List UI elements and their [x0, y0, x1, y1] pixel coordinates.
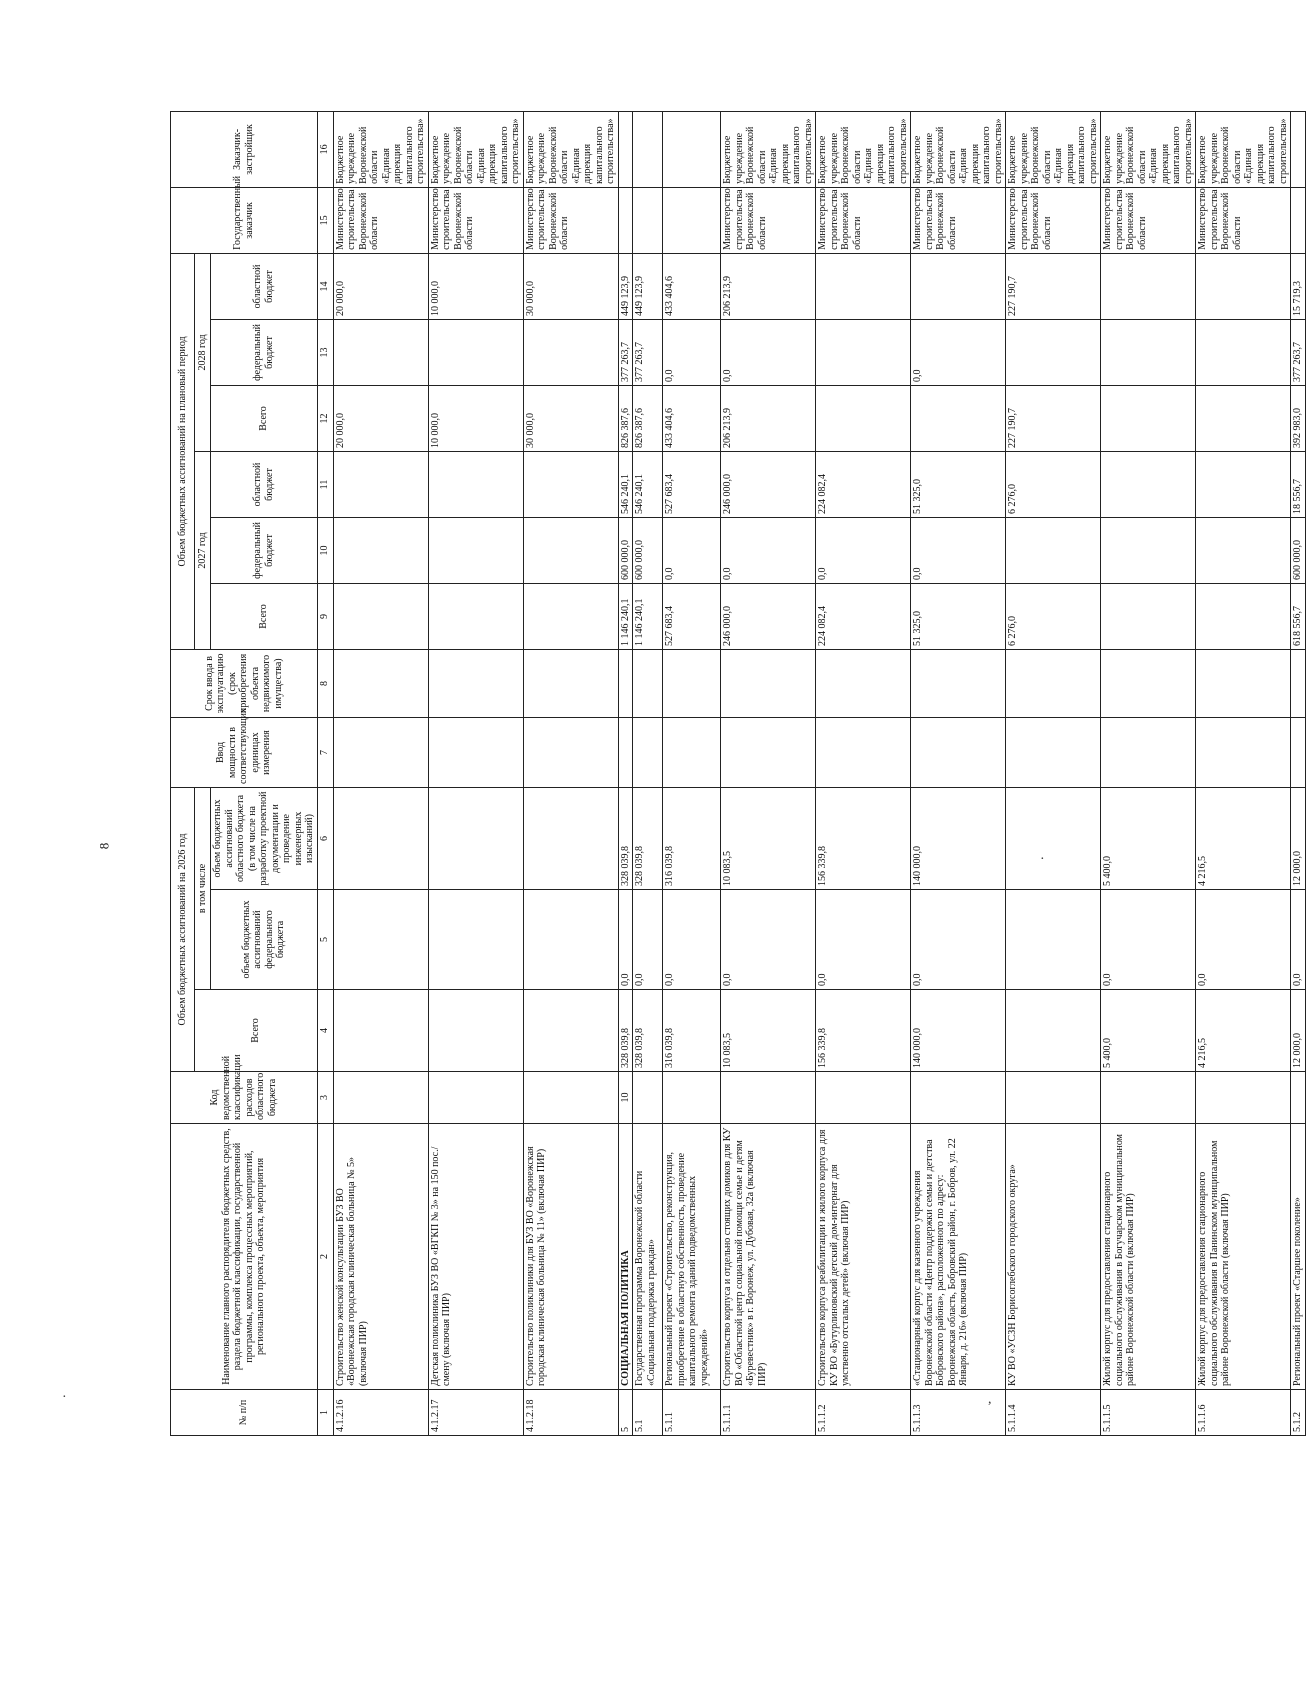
- cell-row-code: [1006, 1072, 1101, 1124]
- cell-row-name: Жилой корпус для предоставления стационарного социального обслуживания в Панинском муниципальном районе Воронежской области (включая ПИР): [1196, 1124, 1291, 1390]
- cell-capacity: [663, 717, 721, 787]
- cell-fed-2027: [1196, 517, 1291, 583]
- cell-capacity: [1101, 717, 1196, 787]
- cell-builder: Бюджетное учреждение Воронежской области «Единая дирекция капитального строительства»: [1006, 111, 1101, 187]
- cell-total-2027: 527 683,4: [663, 583, 721, 649]
- cell-builder: Бюджетное учреждение Воронежской области «Единая дирекция капитального строительства»: [1196, 111, 1291, 187]
- column-index-cell: 7: [317, 717, 333, 787]
- cell-total-2027: 224 082,4: [816, 583, 911, 649]
- cell-total-2027: 51 325,0: [911, 583, 1006, 649]
- budget-table: [170, 111, 1306, 1436]
- cell-capacity: [333, 717, 428, 787]
- cell-row-name: Региональный проект «Старшее поколение»: [1291, 1124, 1306, 1390]
- cell-fed-2028: [333, 319, 428, 385]
- cell-row-number: 5.1.1.2: [816, 1390, 911, 1436]
- cell-reg-2026: 140 000,0: [911, 787, 1006, 889]
- cell-fed-2027: 0,0: [663, 517, 721, 583]
- cell-reg-2027: [1101, 451, 1196, 517]
- cell-reg-2026: 316 039,8: [663, 787, 721, 889]
- page-number: 8: [96, 842, 112, 850]
- cell-fed-2028: [1006, 319, 1101, 385]
- cell-fed-2026: 0,0: [1291, 890, 1306, 990]
- cell-row-number: 4.1.2.18: [523, 1390, 618, 1436]
- cell-fed-2026: 0,0: [1101, 890, 1196, 990]
- cell-total-2027: [1196, 583, 1291, 649]
- cell-total-2028: 826 387,6: [618, 385, 633, 451]
- cell-fed-2027: 600 000,0: [1291, 517, 1306, 583]
- cell-term: [333, 649, 428, 717]
- cell-capacity: [1196, 717, 1291, 787]
- cell-capacity: [618, 717, 633, 787]
- cell-capacity: [428, 717, 523, 787]
- cell-row-code: [1291, 1072, 1306, 1124]
- scan-speck: ,: [988, 1392, 992, 1407]
- header-name: Наименование главного распорядителя бюджетных средств, раздела бюджетной классификации, государственной программы, комплекса процессных мероприятий, регионального проекта, объекта, мероприятия: [171, 1124, 318, 1390]
- cell-fed-2027: [333, 517, 428, 583]
- cell-customer: Министерство строительства Воронежской области: [523, 187, 618, 253]
- cell-row-number: 5.1.1.5: [1101, 1390, 1196, 1436]
- cell-reg-2026: [428, 787, 523, 889]
- cell-row-code: [721, 1072, 816, 1124]
- column-index-cell: 11: [317, 451, 333, 517]
- column-index-cell: 3: [317, 1072, 333, 1124]
- cell-fed-2028: 377 263,7: [633, 319, 663, 385]
- cell-customer: [618, 187, 633, 253]
- cell-builder: Бюджетное учреждение Воронежской области «Единая дирекция капитального строительства»: [333, 111, 428, 187]
- table-row: [1291, 111, 1306, 1435]
- cell-reg-2028: 433 404,6: [663, 253, 721, 319]
- cell-term: [1291, 649, 1306, 717]
- cell-reg-2028: 449 123,9: [618, 253, 633, 319]
- column-index-row: [317, 111, 333, 1435]
- header-total-2027: Всего: [211, 583, 318, 649]
- column-index-cell: 2: [317, 1124, 333, 1390]
- cell-builder: Бюджетное учреждение Воронежской области «Единая дирекция капитального строительства»: [816, 111, 911, 187]
- cell-term: [721, 649, 816, 717]
- cell-reg-2028: 10 000,0: [428, 253, 523, 319]
- cell-term: [1196, 649, 1291, 717]
- header-fed-2027: федеральный бюджет: [211, 517, 318, 583]
- cell-customer: Министерство строительства Воронежской области: [1006, 187, 1101, 253]
- cell-capacity: [721, 717, 816, 787]
- cell-total-2028: [1101, 385, 1196, 451]
- cell-row-code: [1101, 1072, 1196, 1124]
- cell-reg-2026: 328 039,8: [618, 787, 633, 889]
- cell-row-code: 10: [618, 1072, 633, 1124]
- cell-total-2028: 433 404,6: [663, 385, 721, 451]
- column-index-cell: 13: [317, 319, 333, 385]
- cell-row-name: Жилой корпус для предоставления стационарного социального обслуживания в Богучарском муниципальном районе Воронежской области (включая ПИР): [1101, 1124, 1196, 1390]
- cell-fed-2028: [523, 319, 618, 385]
- column-index-cell: 12: [317, 385, 333, 451]
- column-index-cell: 4: [317, 990, 333, 1072]
- cell-total-2028: [816, 385, 911, 451]
- table-row: [911, 111, 1006, 1435]
- table-row: [1101, 111, 1196, 1435]
- column-index-cell: 5: [317, 890, 333, 990]
- cell-total-2028: 10 000,0: [428, 385, 523, 451]
- header-term: Срок ввода в эксплуатацию (срок приобретения объекта недвижимого имущества): [171, 649, 318, 717]
- cell-fed-2027: [523, 517, 618, 583]
- cell-row-name: КУ ВО «УСЗН Борисоглебского городского округа»: [1006, 1124, 1101, 1390]
- cell-customer: Министерство строительства Воронежской области: [333, 187, 428, 253]
- cell-capacity: [816, 717, 911, 787]
- header-group-2026: Объем бюджетных ассигнований на 2026 год: [171, 787, 195, 1071]
- cell-reg-2026: 12 000,0: [1291, 787, 1306, 889]
- table-row: [1006, 111, 1101, 1435]
- cell-total-2026: 10 083,5: [721, 990, 816, 1072]
- cell-term: [523, 649, 618, 717]
- cell-customer: Министерство строительства Воронежской области: [721, 187, 816, 253]
- cell-builder: Бюджетное учреждение Воронежской области «Единая дирекция капитального строительства»: [1101, 111, 1196, 187]
- column-index-cell: 15: [317, 187, 333, 253]
- cell-fed-2026: 0,0: [721, 890, 816, 990]
- cell-reg-2026: 5 400,0: [1101, 787, 1196, 889]
- cell-term: [1101, 649, 1196, 717]
- cell-customer: Министерство строительства Воронежской области: [1101, 187, 1196, 253]
- cell-reg-2026: 156 339,8: [816, 787, 911, 889]
- cell-builder: [633, 111, 663, 187]
- cell-row-number: 5.1.1: [663, 1390, 721, 1436]
- cell-fed-2026: 0,0: [1196, 890, 1291, 990]
- cell-reg-2028: [816, 253, 911, 319]
- cell-row-name: Строительство корпуса реабилитации и жилого корпуса для КУ ВО «Бутурлиновский детский дом-интернат для умственно отсталых детей» (включая ПИР): [816, 1124, 911, 1390]
- cell-fed-2028: [1101, 319, 1196, 385]
- cell-reg-2027: 546 240,1: [618, 451, 633, 517]
- cell-capacity: [523, 717, 618, 787]
- table-row: [1196, 111, 1291, 1435]
- cell-total-2028: 392 983,0: [1291, 385, 1306, 451]
- cell-builder: [663, 111, 721, 187]
- cell-row-number: 5.1.2: [1291, 1390, 1306, 1436]
- column-index-cell: 10: [317, 517, 333, 583]
- cell-fed-2027: [428, 517, 523, 583]
- cell-total-2026: 156 339,8: [816, 990, 911, 1072]
- cell-reg-2027: 546 240,1: [633, 451, 663, 517]
- cell-row-name: Строительство женской консультации БУЗ ВО «Воронежская городская клиническая больница № 5» (включая ПИР): [333, 1124, 428, 1390]
- cell-total-2027: 618 556,7: [1291, 583, 1306, 649]
- cell-fed-2026: [428, 890, 523, 990]
- cell-total-2026: [523, 990, 618, 1072]
- cell-capacity: [911, 717, 1006, 787]
- column-index-cell: 16: [317, 111, 333, 187]
- cell-reg-2028: 20 000,0: [333, 253, 428, 319]
- cell-term: [633, 649, 663, 717]
- cell-reg-2028: 30 000,0: [523, 253, 618, 319]
- column-index-cell: 14: [317, 253, 333, 319]
- cell-reg-2027: 224 082,4: [816, 451, 911, 517]
- cell-fed-2028: 377 263,7: [1291, 319, 1306, 385]
- cell-fed-2028: 0,0: [663, 319, 721, 385]
- cell-row-number: 5.1.1.4: [1006, 1390, 1101, 1436]
- cell-reg-2026: [333, 787, 428, 889]
- cell-row-number: 4.1.2.16: [333, 1390, 428, 1436]
- cell-total-2026: [333, 990, 428, 1072]
- cell-reg-2026: 4 216,5: [1196, 787, 1291, 889]
- cell-fed-2026: [523, 890, 618, 990]
- header-total-2028: Всего: [211, 385, 318, 451]
- cell-row-name: Региональный проект «Строительство, реконструкция, приобретение в областную собственность, проведение капитального ремонта зданий подведомственных учреждений»: [663, 1124, 721, 1390]
- cell-customer: [633, 187, 663, 253]
- cell-total-2026: [428, 990, 523, 1072]
- cell-term: [911, 649, 1006, 717]
- cell-row-name: Строительство поликлиники для БУЗ ВО «Воронежская городская клиническая больница № 11» (включая ПИР): [523, 1124, 618, 1390]
- cell-row-code: [816, 1072, 911, 1124]
- cell-fed-2027: 0,0: [816, 517, 911, 583]
- cell-row-number: 5: [618, 1390, 633, 1436]
- header-reg-2028: областной бюджет: [211, 253, 318, 319]
- cell-total-2027: [428, 583, 523, 649]
- cell-fed-2027: 600 000,0: [618, 517, 633, 583]
- cell-reg-2027: [428, 451, 523, 517]
- cell-total-2027: [523, 583, 618, 649]
- cell-row-code: [1196, 1072, 1291, 1124]
- cell-reg-2027: 18 556,7: [1291, 451, 1306, 517]
- cell-reg-2027: 6 276,0: [1006, 451, 1101, 517]
- cell-fed-2027: 600 000,0: [633, 517, 663, 583]
- cell-total-2026: 5 400,0: [1101, 990, 1196, 1072]
- cell-reg-2027: [1196, 451, 1291, 517]
- cell-customer: Министерство строительства Воронежской области: [428, 187, 523, 253]
- table-row: [721, 111, 816, 1435]
- cell-row-name: СОЦИАЛЬНАЯ ПОЛИТИКА: [618, 1124, 633, 1390]
- cell-total-2028: 206 213,9: [721, 385, 816, 451]
- cell-row-name: Государственная программа Воронежской области «Социальная поддержка граждан»: [633, 1124, 663, 1390]
- cell-term: [1006, 649, 1101, 717]
- cell-row-code: [333, 1072, 428, 1124]
- cell-total-2027: 1 146 240,1: [633, 583, 663, 649]
- cell-row-name: Детская поликлиника БУЗ ВО «ВГКП № 3» на 150 пос./смену (включая ПИР): [428, 1124, 523, 1390]
- cell-fed-2027: [1101, 517, 1196, 583]
- cell-fed-2026: [333, 890, 428, 990]
- cell-total-2027: 246 000,0: [721, 583, 816, 649]
- cell-fed-2026: [1006, 890, 1101, 990]
- cell-fed-2028: [1196, 319, 1291, 385]
- cell-fed-2026: 0,0: [816, 890, 911, 990]
- cell-term: [428, 649, 523, 717]
- cell-total-2026: 4 216,5: [1196, 990, 1291, 1072]
- header-reg-2027: областной бюджет: [211, 451, 318, 517]
- cell-customer: [663, 187, 721, 253]
- table-row: [633, 111, 663, 1435]
- cell-reg-2028: [1196, 253, 1291, 319]
- cell-builder: [618, 111, 633, 187]
- cell-reg-2026: 10 083,5: [721, 787, 816, 889]
- header-fed-2028: федеральный бюджет: [211, 319, 318, 385]
- cell-row-name: Строительство корпуса и отдельно стоящих домиков для КУ ВО «Областной центр социальной помощи семье и детям «Буревестник» в г. Воронеж, ул. Дубовая, 32а (включая ПИР): [721, 1124, 816, 1390]
- header-group-plan: Объем бюджетных ассигнований на плановый период: [171, 253, 195, 649]
- cell-fed-2028: [816, 319, 911, 385]
- header-2027: 2027 год: [195, 451, 211, 649]
- cell-term: [663, 649, 721, 717]
- column-index-cell: 6: [317, 787, 333, 889]
- header-no: № п/п: [171, 1390, 318, 1436]
- rotated-table-container: [170, 118, 1303, 1436]
- cell-customer: Министерство строительства Воронежской области: [911, 187, 1006, 253]
- cell-fed-2028: 0,0: [911, 319, 1006, 385]
- cell-reg-2027: [523, 451, 618, 517]
- cell-row-code: [911, 1072, 1006, 1124]
- cell-fed-2027: [1006, 517, 1101, 583]
- column-index-cell: 1: [317, 1390, 333, 1436]
- scan-speck: ·: [62, 1390, 67, 1405]
- cell-reg-2028: [911, 253, 1006, 319]
- cell-reg-2028: 227 190,7: [1006, 253, 1101, 319]
- cell-total-2027: [333, 583, 428, 649]
- cell-term: [816, 649, 911, 717]
- header-fed-2026: объем бюджетных ассигнований федерального бюджета: [211, 890, 318, 990]
- cell-builder: [1291, 111, 1306, 187]
- header-builder: Заказчик-застройщик: [171, 111, 318, 187]
- cell-capacity: [1006, 717, 1101, 787]
- table-row: [333, 111, 428, 1435]
- cell-reg-2026: [1006, 787, 1101, 889]
- header-code: Код ведомственной классификации расходов областного бюджета: [171, 1072, 318, 1124]
- cell-fed-2028: 0,0: [721, 319, 816, 385]
- table-row: [428, 111, 523, 1435]
- cell-reg-2027: 527 683,4: [663, 451, 721, 517]
- cell-fed-2026: 0,0: [618, 890, 633, 990]
- cell-total-2028: 20 000,0: [333, 385, 428, 451]
- cell-builder: Бюджетное учреждение Воронежской области «Единая дирекция капитального строительства»: [911, 111, 1006, 187]
- header-2028: 2028 год: [195, 253, 211, 451]
- cell-total-2026: [1006, 990, 1101, 1072]
- cell-reg-2026: [523, 787, 618, 889]
- cell-reg-2028: 449 123,9: [633, 253, 663, 319]
- cell-total-2027: 6 276,0: [1006, 583, 1101, 649]
- cell-total-2026: 328 039,8: [633, 990, 663, 1072]
- cell-builder: Бюджетное учреждение Воронежской области «Единая дирекция капитального строительства»: [428, 111, 523, 187]
- cell-total-2026: 328 039,8: [618, 990, 633, 1072]
- table-row: [618, 111, 633, 1435]
- cell-capacity: [633, 717, 663, 787]
- column-index-cell: 9: [317, 583, 333, 649]
- table-body: [317, 111, 1305, 1435]
- cell-total-2028: [911, 385, 1006, 451]
- table-row: [816, 111, 911, 1435]
- cell-term: [618, 649, 633, 717]
- table-row: [663, 111, 721, 1435]
- cell-reg-2028: [1101, 253, 1196, 319]
- table-row: [523, 111, 618, 1435]
- cell-total-2028: 227 190,7: [1006, 385, 1101, 451]
- header-incl: в том числе: [195, 787, 211, 989]
- cell-fed-2027: 0,0: [721, 517, 816, 583]
- cell-fed-2026: 0,0: [911, 890, 1006, 990]
- cell-reg-2026: 328 039,8: [633, 787, 663, 889]
- cell-total-2027: 1 146 240,1: [618, 583, 633, 649]
- cell-reg-2027: [333, 451, 428, 517]
- cell-row-number: 5.1: [633, 1390, 663, 1436]
- cell-row-code: [523, 1072, 618, 1124]
- cell-builder: Бюджетное учреждение Воронежской области «Единая дирекция капитального строительства»: [523, 111, 618, 187]
- cell-row-number: 4.1.2.17: [428, 1390, 523, 1436]
- cell-fed-2026: 0,0: [663, 890, 721, 990]
- cell-row-code: [428, 1072, 523, 1124]
- header-total-2026: Всего: [195, 990, 318, 1072]
- column-index-cell: 8: [317, 649, 333, 717]
- cell-total-2026: 12 000,0: [1291, 990, 1306, 1072]
- cell-customer: Министерство строительства Воронежской области: [1196, 187, 1291, 253]
- cell-reg-2028: 15 719,3: [1291, 253, 1306, 319]
- cell-customer: [1291, 187, 1306, 253]
- cell-reg-2028: 206 213,9: [721, 253, 816, 319]
- header-reg-2026: объем бюджетных ассигнований областного бюджета (в том числе на разработку проектной документации и проведение инженерных изысканий): [211, 787, 318, 889]
- cell-reg-2027: 246 000,0: [721, 451, 816, 517]
- cell-capacity: [1291, 717, 1306, 787]
- cell-total-2028: [1196, 385, 1291, 451]
- cell-fed-2027: 0,0: [911, 517, 1006, 583]
- cell-total-2028: 826 387,6: [633, 385, 663, 451]
- cell-row-code: [633, 1072, 663, 1124]
- cell-total-2028: 30 000,0: [523, 385, 618, 451]
- cell-total-2027: [1101, 583, 1196, 649]
- cell-row-number: 5.1.1.3: [911, 1390, 1006, 1436]
- header-capacity: Ввод мощности в соответствующих единицах измерения: [171, 717, 318, 787]
- cell-row-code: [663, 1072, 721, 1124]
- cell-row-number: 5.1.1.6: [1196, 1390, 1291, 1436]
- cell-fed-2028: [428, 319, 523, 385]
- header-customer: Государственный заказчик: [171, 187, 318, 253]
- cell-row-number: 5.1.1.1: [721, 1390, 816, 1436]
- cell-total-2026: 140 000,0: [911, 990, 1006, 1072]
- cell-reg-2027: 51 325,0: [911, 451, 1006, 517]
- cell-total-2026: 316 039,8: [663, 990, 721, 1072]
- cell-fed-2026: 0,0: [633, 890, 663, 990]
- scan-speck: ·: [1040, 852, 1045, 867]
- cell-customer: Министерство строительства Воронежской области: [816, 187, 911, 253]
- cell-builder: Бюджетное учреждение Воронежской области «Единая дирекция капитального строительства»: [721, 111, 816, 187]
- cell-row-name: «Стационарный корпус для казенного учреждения Воронежской области «Центр поддержки семьи и детства Бобровского района», расположенного по адресу: Воронежская область, Бобровский район, г. Бобров, ул. 22 Января, д. 216» (включая ПИР): [911, 1124, 1006, 1390]
- cell-fed-2028: 377 263,7: [618, 319, 633, 385]
